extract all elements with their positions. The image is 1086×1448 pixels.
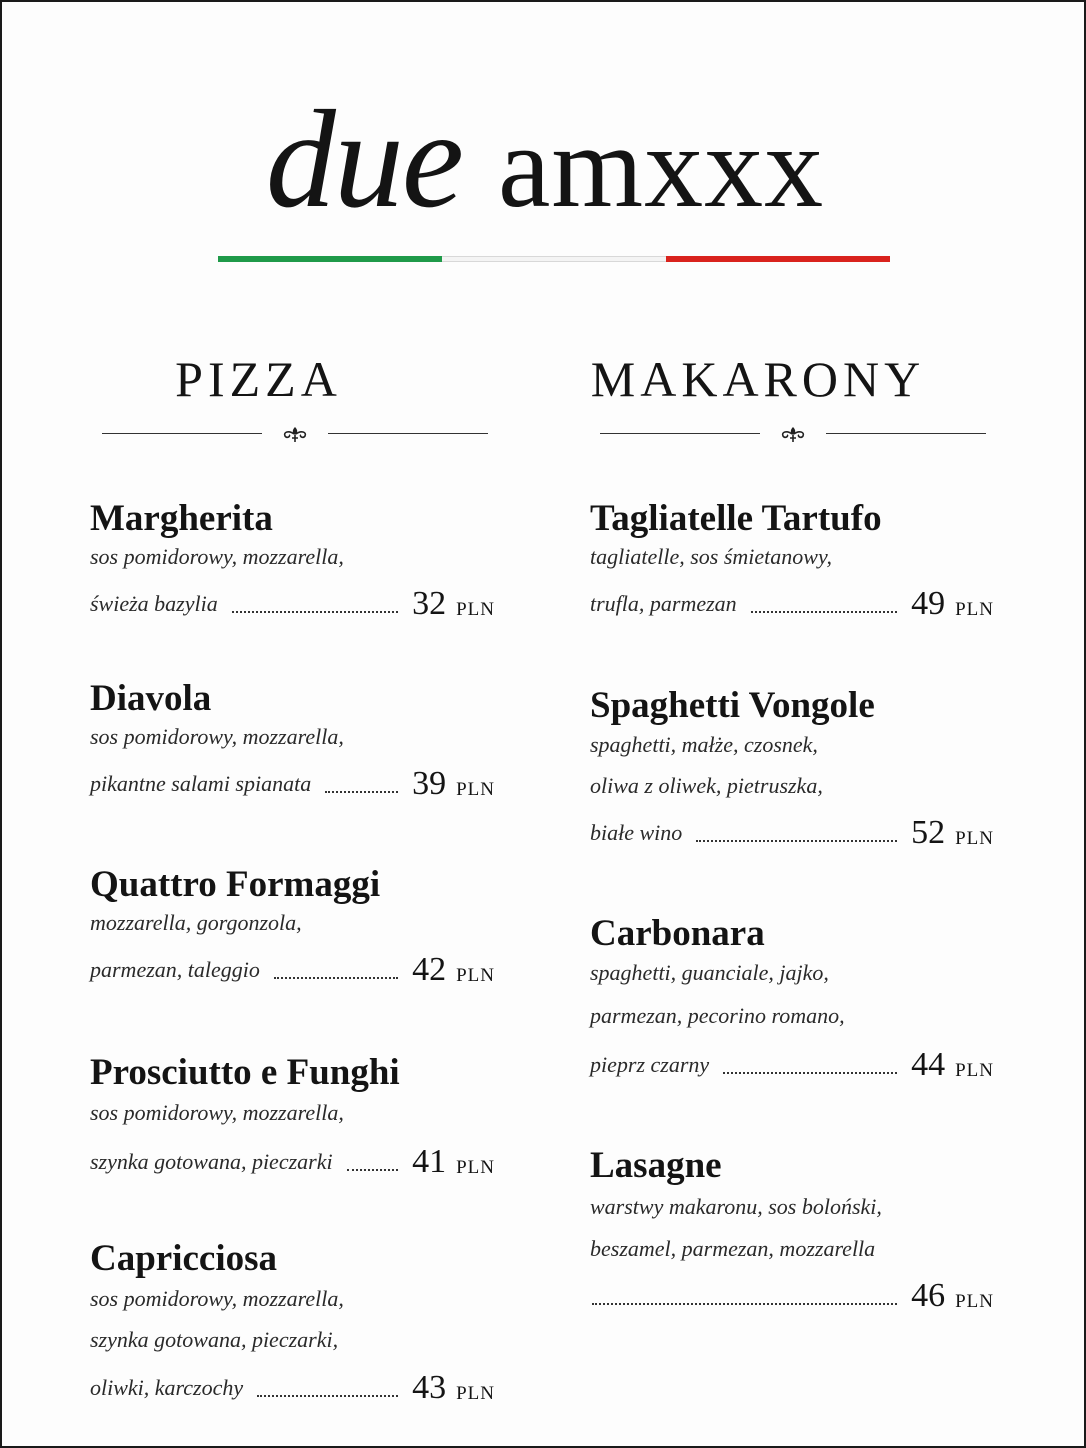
- dish-name: Tagliatelle Tartufo: [590, 498, 882, 539]
- price-row: [90, 1143, 495, 1180]
- dot-leader: [325, 790, 398, 793]
- price-row: [592, 1277, 994, 1314]
- currency-label: PLN: [955, 828, 994, 849]
- dish-price: 44: [911, 1046, 946, 1083]
- dish-price: 49: [911, 585, 946, 622]
- dish-name: Margherita: [90, 498, 273, 539]
- dish-ingredients: sos pomidorowy, mozzarella,: [90, 724, 344, 749]
- divider-line-left: [600, 433, 760, 434]
- currency-label: PLN: [456, 1157, 495, 1178]
- price-row: [590, 1046, 994, 1083]
- makarony-heading: MAKARONY: [590, 351, 926, 407]
- flag-red-segment: [666, 256, 890, 262]
- divider-line-right: [328, 433, 488, 434]
- dot-leader: [232, 610, 398, 613]
- price-row: [90, 765, 495, 802]
- makarony-column: [590, 351, 994, 1314]
- currency-label: PLN: [456, 779, 495, 800]
- logo-word-italic: due: [265, 82, 462, 237]
- divider-line-right: [826, 433, 986, 434]
- dot-leader: [696, 839, 897, 842]
- price-row: [590, 585, 994, 622]
- pizza-divider: [102, 424, 488, 444]
- dish-price: 52: [911, 814, 946, 851]
- dish-price: 41: [412, 1143, 447, 1180]
- dish-price: 32: [412, 585, 447, 622]
- dish-ingredients: sos pomidorowy, mozzarella,: [90, 1100, 344, 1125]
- makarony-divider: [600, 424, 986, 444]
- flag-green-segment: [218, 256, 442, 262]
- dot-leader: [257, 1394, 398, 1397]
- dish-ingredients-last: białe wino: [590, 820, 683, 845]
- menu-item: [590, 913, 994, 1083]
- price-row: [90, 951, 495, 988]
- restaurant-logo: [2, 82, 1086, 237]
- dish-price: 46: [911, 1277, 946, 1314]
- dish-name: Prosciutto e Funghi: [90, 1052, 400, 1093]
- dish-ingredients: beszamel, parmezan, mozzarella: [590, 1236, 876, 1261]
- logo-word-roman: amxxx: [497, 101, 825, 232]
- menu-item: [90, 678, 495, 802]
- dish-ingredients: parmezan, pecorino romano,: [590, 1003, 845, 1028]
- menu-item: [90, 1238, 495, 1406]
- dish-ingredients: szynka gotowana, pieczarki,: [90, 1327, 339, 1352]
- dot-leader: [723, 1071, 897, 1074]
- currency-label: PLN: [456, 599, 495, 620]
- currency-label: PLN: [456, 965, 495, 986]
- dish-ingredients: tagliatelle, sos śmietanowy,: [590, 544, 832, 569]
- dot-leader: [274, 976, 398, 979]
- dot-leader: [751, 610, 897, 613]
- dish-ingredients-last: oliwki, karczochy: [90, 1375, 244, 1400]
- menu-item: [90, 1052, 495, 1180]
- divider-line-left: [102, 433, 262, 434]
- dish-name: Spaghetti Vongole: [590, 685, 875, 726]
- dish-ingredients-last: pikantne salami spianata: [90, 771, 312, 796]
- dot-leader: [347, 1168, 399, 1171]
- menu-item: [590, 685, 994, 851]
- dish-name: Lasagne: [590, 1145, 722, 1186]
- fleur-ornament-icon: [773, 424, 813, 444]
- dish-name: Capricciosa: [90, 1238, 278, 1279]
- dish-name: Diavola: [90, 678, 212, 719]
- italian-flag-rule: [218, 256, 890, 262]
- flag-white-segment: [442, 256, 666, 262]
- dish-ingredients-last: pieprz czarny: [590, 1052, 710, 1077]
- currency-label: PLN: [955, 1060, 994, 1081]
- pizza-heading: PIZZA: [175, 351, 342, 407]
- currency-label: PLN: [955, 599, 994, 620]
- dish-price: 43: [412, 1369, 447, 1406]
- dish-price: 39: [412, 765, 447, 802]
- menu-item: [590, 1145, 994, 1314]
- currency-label: PLN: [456, 1383, 495, 1404]
- price-row: [90, 585, 495, 622]
- dish-price: 42: [412, 951, 447, 988]
- dish-ingredients: oliwa z oliwek, pietruszka,: [590, 773, 823, 798]
- dish-ingredients: sos pomidorowy, mozzarella,: [90, 544, 344, 569]
- dish-name: Carbonara: [590, 913, 765, 954]
- dish-ingredients-last: parmezan, taleggio: [90, 957, 260, 982]
- menu-item: [590, 498, 994, 622]
- menu-item: [90, 498, 495, 622]
- dot-leader: [592, 1302, 897, 1305]
- dish-ingredients: warstwy makaronu, sos boloński,: [590, 1194, 882, 1219]
- pizza-column: [90, 351, 495, 1406]
- price-row: [590, 814, 994, 851]
- dish-ingredients: spaghetti, małże, czosnek,: [590, 732, 818, 757]
- dish-ingredients-last: świeża bazylia: [90, 591, 218, 616]
- price-row: [90, 1369, 495, 1406]
- dish-ingredients-last: szynka gotowana, pieczarki: [90, 1149, 333, 1174]
- dish-name: Quattro Formaggi: [90, 864, 381, 905]
- dish-ingredients: mozzarella, gorgonzola,: [90, 910, 302, 935]
- dish-ingredients: spaghetti, guanciale, jajko,: [590, 960, 829, 985]
- fleur-ornament-icon: [275, 424, 315, 444]
- menu-item: [90, 864, 495, 988]
- dish-ingredients: sos pomidorowy, mozzarella,: [90, 1286, 344, 1311]
- currency-label: PLN: [955, 1291, 994, 1312]
- dish-ingredients-last: trufla, parmezan: [590, 591, 737, 616]
